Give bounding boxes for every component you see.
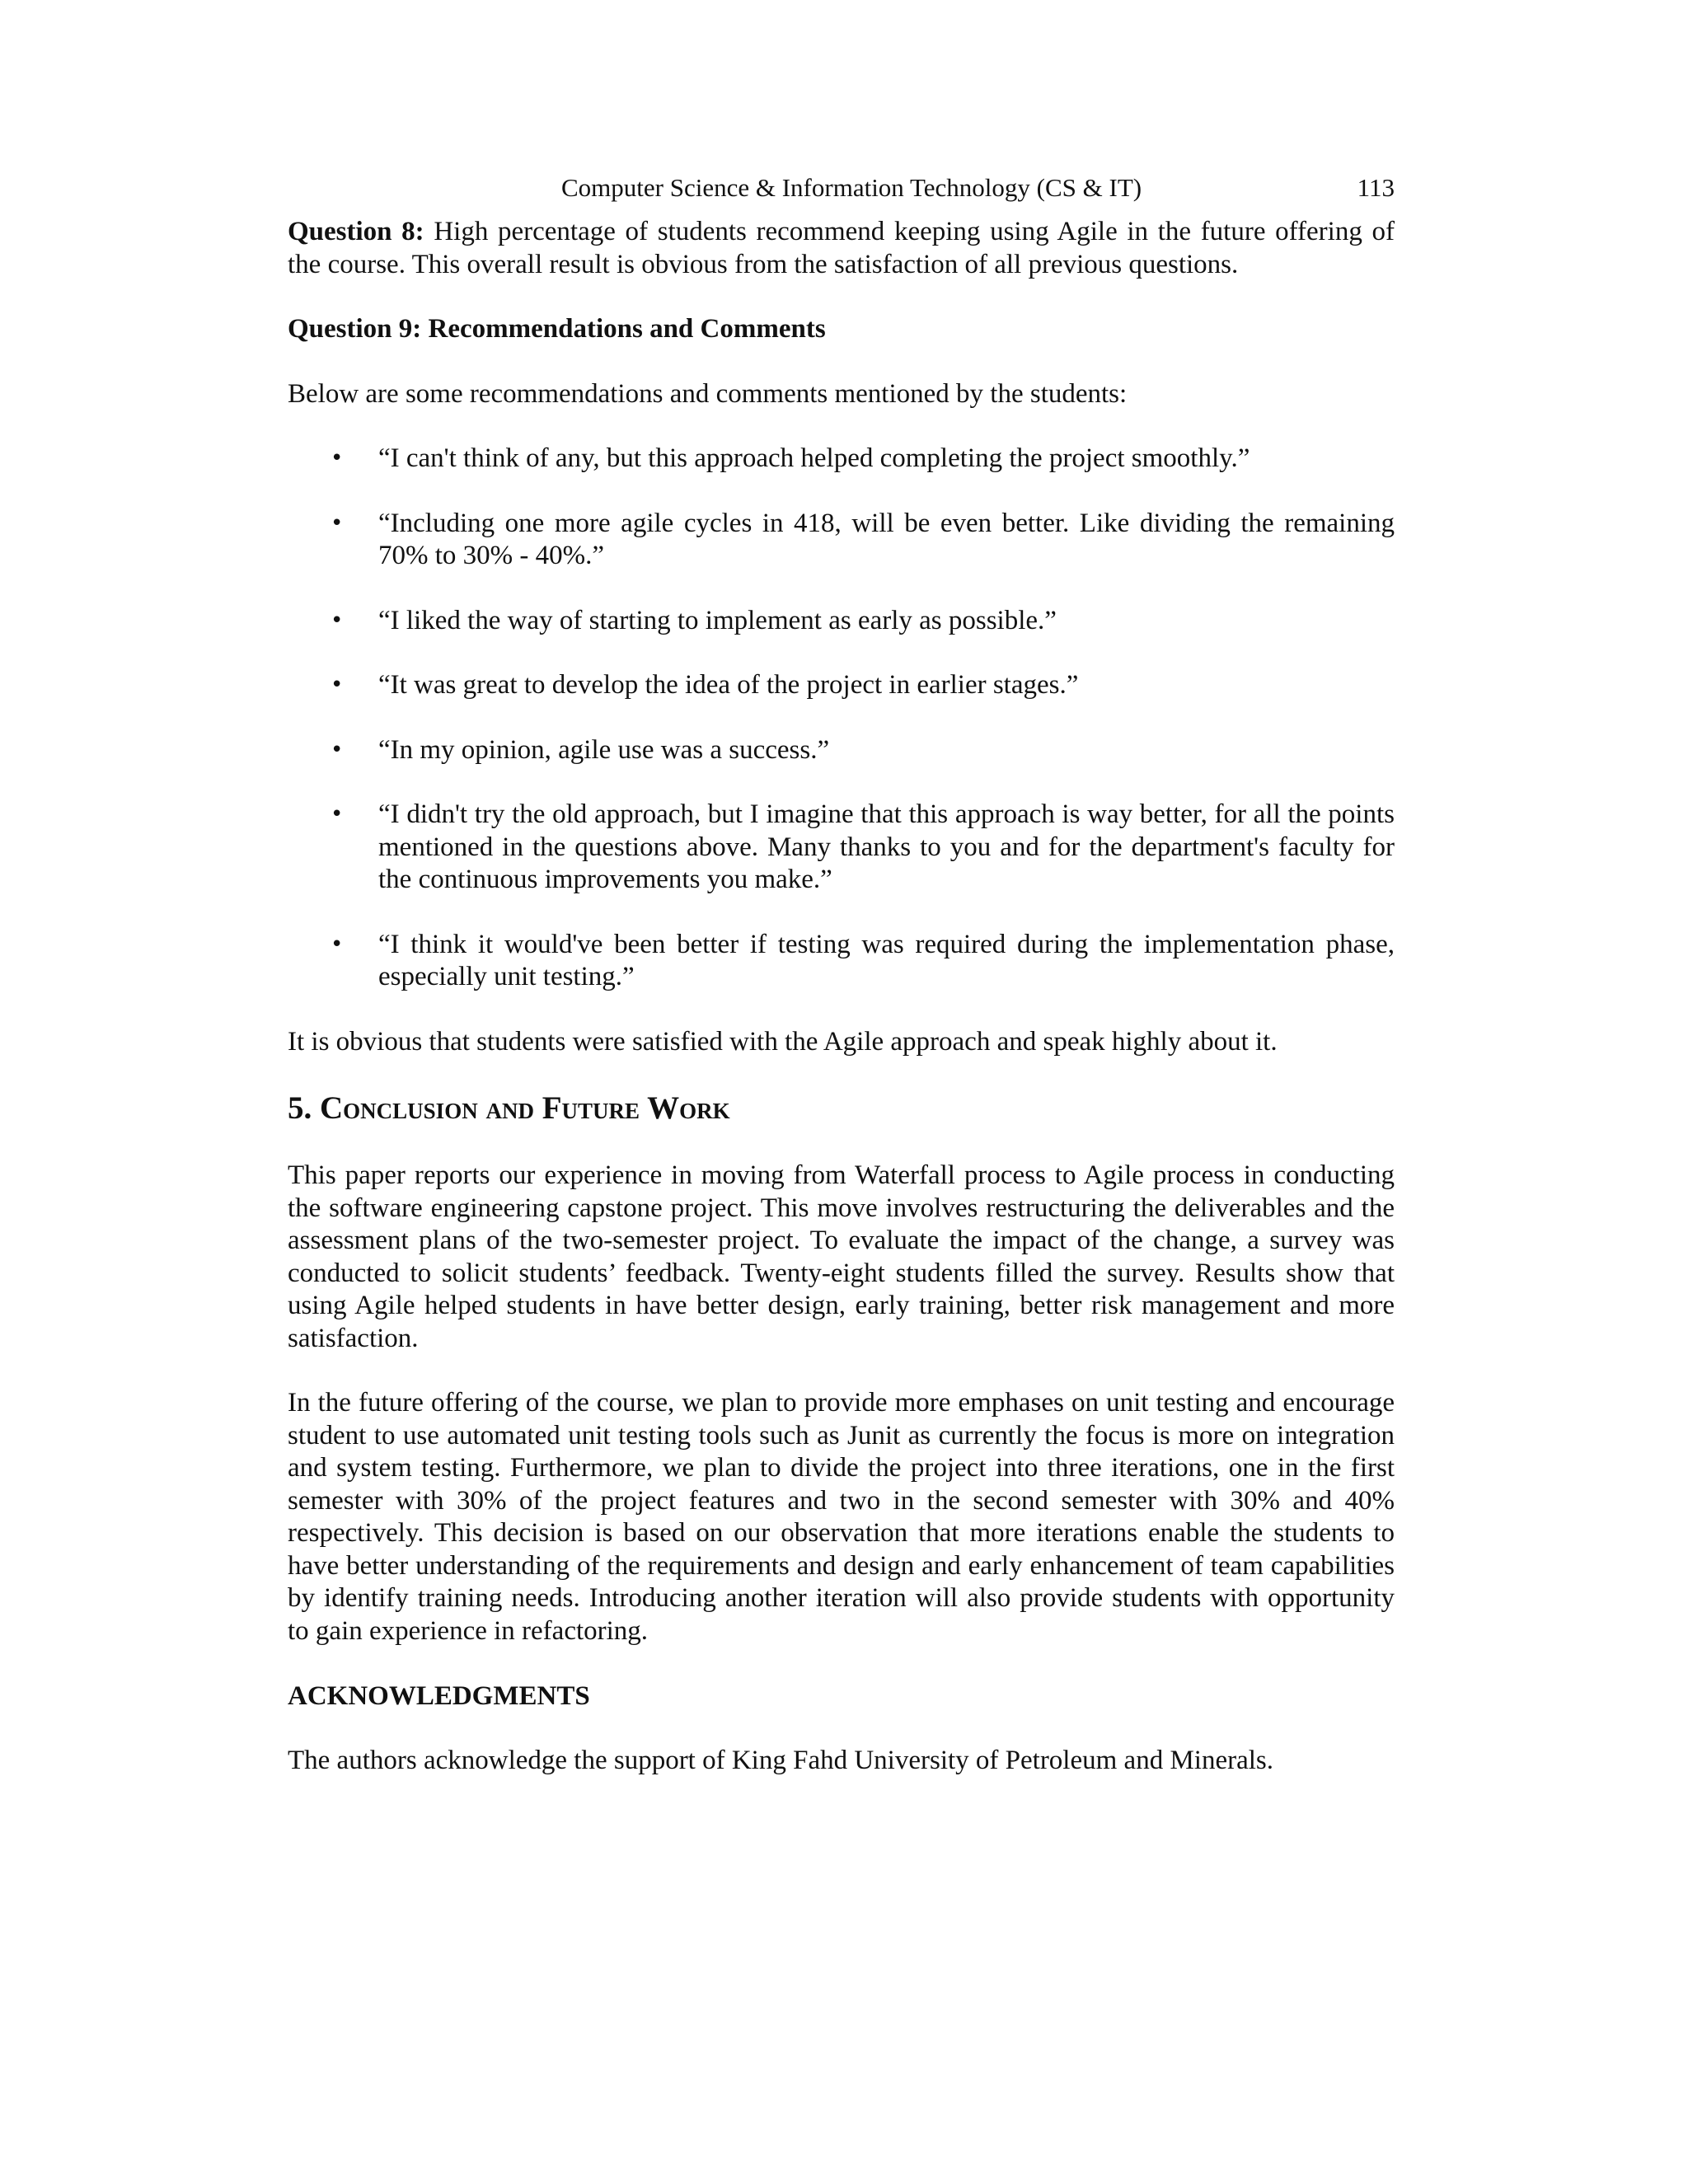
comment-text: “Including one more agile cycles in 418, will be even better. Like dividing the remaining 70% to 30% - 40%.” [378,508,1395,570]
comment-text: “I didn't try the old approach, but I imagine that this approach is way better, for all the points mentioned in the questions above. Many thanks to you and for the department's faculty for the continuous improvements you make.” [378,799,1395,894]
question-9-heading: Question 9: Recommendations and Comments [288,314,826,344]
question-8-label: Question 8: [288,217,424,246]
comment-text: “It was great to develop the idea of the project in earlier stages.” [378,670,1079,700]
comments-intro: Below are some recommendations and comments mentioned by the students: [288,378,1128,409]
list-item [288,734,1395,767]
comment-text: “I can't think of any, but this approach helped completing the project smoothly.” [378,443,1250,473]
bullet-icon: • [331,446,344,471]
journal-title: Computer Science & Information Technology (CS & IT) [561,173,1142,202]
list-item [288,929,1395,994]
list-item [288,605,1395,638]
question-8-text: High percentage of students recommend keeping using Agile in the future offering of the course. This overall result is obvious from the satisfaction of all previous questions. [288,217,1395,279]
question-8-paragraph [288,216,1395,281]
bullet-icon: • [331,510,344,536]
bullet-icon: • [331,673,344,697]
list-item [288,443,1395,476]
acknowledgments-text: The authors acknowledge the support of King Fahd University of Petroleum and Minerals. [288,1746,1273,1775]
comment-text: “I liked the way of starting to implement as early as possible.” [378,605,1057,635]
future-work-paragraph: In the future offering of the course, we plan to provide more emphases on unit testing and encourage student to use automated unit testing tools such as Junit as currently the focus is more on integration and system testing. Furthermore, we plan to divide the project into three iterations, one in the first semester with 30% of the project features and two in the second semester with 30% and 40% respectively. This decision is based on our observation that more iterations enable the students to have better understanding of the requirements and design and early enhancement of team capabilities by identify training needs. Introducing another iteration will also provide students with opportunity to gain experience in refactoring. [288,1388,1395,1646]
bullet-icon: • [331,737,344,762]
bullet-icon: • [331,607,344,633]
list-item [288,508,1395,573]
comment-text: “In my opinion, agile use was a success.” [378,734,830,765]
running-header [288,171,1395,204]
list-item [288,669,1395,702]
body-text [288,216,1395,1778]
comment-text: “I think it would've been better if testing was required during the implementation phase, especially unit testing.” [378,929,1395,991]
list-item [288,799,1395,897]
conclusion-paragraph: This paper reports our experience in moving from Waterfall process to Agile process in conducting the software engineering capstone project. This move involves restructuring the deliverables and the assessment plans of the two-semester project. To evaluate the impact of the change, a survey was conducted to solicit students’ feedback. Twenty-eight students filled the survey. Results show that using Agile helped students in have better design, early training, better risk management and more satisfaction. [288,1160,1395,1353]
bullet-icon: • [331,802,344,827]
student-comments-list [288,443,1395,994]
acknowledgments-heading: ACKNOWLEDGMENTS [288,1681,590,1711]
comments-closing: It is obvious that students were satisfied with the Agile approach and speak highly about it. [288,1026,1278,1057]
page-number: 113 [1357,173,1395,202]
section-heading-conclusion: 5. Conclusion and Future Work [288,1090,730,1126]
bullet-icon: • [331,931,344,957]
